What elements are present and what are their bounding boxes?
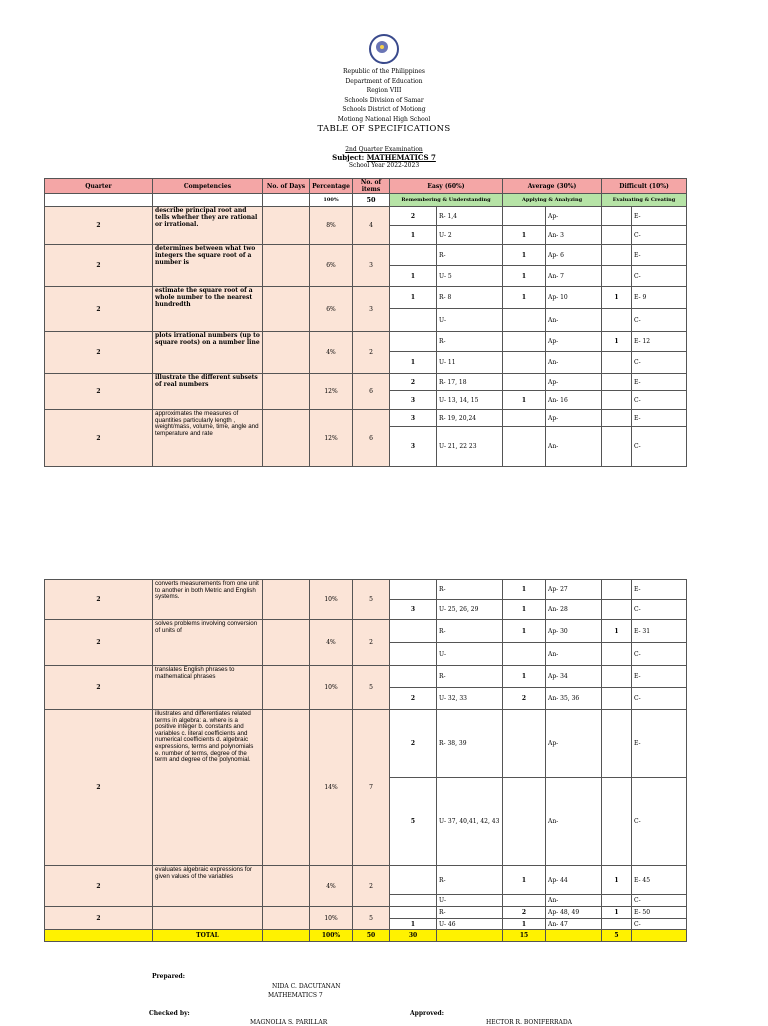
table-row	[45, 666, 687, 688]
competency-cell: illustrates and differentiates related terms in algebra: a. where is a positive integer b. constants and variables c. literal coefficients and numerical coefficients d. algebraic expressions, terms and polynomials e. number of terms, degree of the term and degree of the polynomial.	[153, 710, 263, 866]
tos-table-part-2	[44, 579, 687, 942]
document-header	[0, 34, 768, 170]
easy-count	[390, 580, 437, 600]
competency-cell: converts measurements from one unit to another in both Metric and English systems.	[153, 580, 263, 620]
table-row	[45, 245, 687, 266]
percentage-cell: 4%	[310, 866, 353, 907]
easy-items: U- 46	[437, 919, 503, 930]
items-cell: 6	[353, 410, 390, 467]
quarter-cell: 2	[45, 866, 153, 907]
col-average: Average (30%)	[503, 179, 602, 194]
competency-cell: describe principal root and tells whether they are rational or irrational.	[153, 207, 263, 245]
col-items: No. of items	[353, 179, 390, 194]
average-items: Ap-	[546, 710, 602, 778]
difficult-items: E-	[632, 207, 687, 226]
percentage-cell: 4%	[310, 620, 353, 666]
competency-cell: plots irrational numbers (up to square roots) on a number line	[153, 332, 263, 374]
competency-cell: solves problems involving conversion of units of	[153, 620, 263, 666]
average-count: 1	[503, 580, 546, 600]
items-cell: 2	[353, 620, 390, 666]
items-cell: 3	[353, 245, 390, 287]
average-items: An-	[546, 895, 602, 907]
average-items: An- 35, 36	[546, 688, 602, 710]
total-label: TOTAL	[153, 930, 263, 942]
average-items: An-	[546, 778, 602, 866]
col-days: No. of Days	[263, 179, 310, 194]
average-items: An- 47	[546, 919, 602, 930]
region-line: Region VIII	[366, 87, 402, 94]
average-items: Ap- 48, 49	[546, 907, 602, 919]
days-cell	[263, 666, 310, 710]
difficult-count	[602, 778, 632, 866]
easy-count	[390, 866, 437, 895]
difficult-count: 1	[602, 287, 632, 309]
difficult-items: E- 50	[632, 907, 687, 919]
difficult-count	[602, 666, 632, 688]
prepared-label: Prepared:	[152, 973, 185, 980]
table-row	[45, 374, 687, 391]
difficult-items: E- 9	[632, 287, 687, 309]
difficult-items: C-	[632, 352, 687, 374]
subheader-percentage: 100%	[310, 194, 353, 207]
quarter-cell: 2	[45, 245, 153, 287]
difficult-items: E- 45	[632, 866, 687, 895]
easy-items: R- 19, 20,24	[437, 410, 503, 427]
percentage-cell: 10%	[310, 907, 353, 930]
easy-items: R-	[437, 620, 503, 643]
table-row	[45, 410, 687, 427]
approved-label: Approved:	[410, 1010, 444, 1017]
percentage-cell: 6%	[310, 245, 353, 287]
easy-count: 2	[390, 374, 437, 391]
subheader-items: 50	[353, 194, 390, 207]
average-items: An- 7	[546, 266, 602, 287]
average-items: An- 16	[546, 391, 602, 410]
quarter-cell: 2	[45, 620, 153, 666]
difficult-count: 1	[602, 332, 632, 352]
percentage-cell: 4%	[310, 332, 353, 374]
average-count	[503, 410, 546, 427]
total-average: 15	[503, 930, 546, 942]
average-count: 1	[503, 266, 546, 287]
average-count: 1	[503, 866, 546, 895]
easy-count: 5	[390, 778, 437, 866]
col-competencies: Competencies	[153, 179, 263, 194]
days-cell	[263, 620, 310, 666]
easy-items: R-	[437, 866, 503, 895]
difficult-items: E- 31	[632, 620, 687, 643]
difficult-items: E- 12	[632, 332, 687, 352]
average-items: Ap-	[546, 374, 602, 391]
difficult-items: E-	[632, 245, 687, 266]
republic-line: Republic of the Philippines	[343, 68, 425, 75]
difficult-count: 1	[602, 866, 632, 895]
prepared-name: NIDA C. DACUTANAN	[272, 983, 341, 990]
easy-items: U- 2	[437, 226, 503, 245]
quarter-cell: 2	[45, 907, 153, 930]
easy-count	[390, 332, 437, 352]
average-count: 1	[503, 620, 546, 643]
average-items: Ap- 6	[546, 245, 602, 266]
easy-count	[390, 666, 437, 688]
subject-label: Subject:	[332, 152, 365, 162]
easy-count	[390, 309, 437, 332]
difficult-items: C-	[632, 643, 687, 666]
table-row	[45, 207, 687, 226]
items-cell: 7	[353, 710, 390, 866]
average-count: 1	[503, 600, 546, 620]
easy-count: 2	[390, 207, 437, 226]
easy-count: 2	[390, 710, 437, 778]
easy-items: U- 5	[437, 266, 503, 287]
average-count: 1	[503, 919, 546, 930]
table-row	[45, 907, 687, 919]
difficult-count	[602, 600, 632, 620]
percentage-cell: 6%	[310, 287, 353, 332]
difficult-count	[602, 895, 632, 907]
school-year: School Year 2022-2023	[348, 161, 420, 169]
items-cell: 2	[353, 866, 390, 907]
quarter-cell: 2	[45, 666, 153, 710]
easy-items: R-	[437, 907, 503, 919]
percentage-cell: 10%	[310, 666, 353, 710]
average-items: Ap- 10	[546, 287, 602, 309]
difficult-count	[602, 688, 632, 710]
average-items: An-	[546, 352, 602, 374]
easy-items: R-	[437, 245, 503, 266]
easy-count: 1	[390, 287, 437, 309]
days-cell	[263, 207, 310, 245]
easy-count	[390, 895, 437, 907]
approved-name: HECTOR R. BONIFERRADA	[486, 1019, 572, 1026]
difficult-items: C-	[632, 427, 687, 467]
average-items: Ap- 27	[546, 580, 602, 600]
total-difficult: 5	[602, 930, 632, 942]
days-cell	[263, 907, 310, 930]
table-row	[45, 287, 687, 309]
percentage-cell: 12%	[310, 374, 353, 410]
days-cell	[263, 245, 310, 287]
table-subheader-row	[45, 194, 687, 207]
difficult-count	[602, 266, 632, 287]
quarter-cell: 2	[45, 287, 153, 332]
total-items: 50	[353, 930, 390, 942]
easy-items: U- 37, 40,41, 42, 43	[437, 778, 503, 866]
table-row	[45, 866, 687, 895]
easy-items: U-	[437, 895, 503, 907]
difficult-count	[602, 643, 632, 666]
department-line: Department of Education	[345, 77, 423, 85]
average-items: Ap-	[546, 207, 602, 226]
difficult-count	[602, 391, 632, 410]
average-items: Ap-	[546, 410, 602, 427]
days-cell	[263, 287, 310, 332]
items-cell: 6	[353, 374, 390, 410]
days-cell	[263, 866, 310, 907]
easy-items: R- 17, 18	[437, 374, 503, 391]
items-cell: 4	[353, 207, 390, 245]
competency-cell: evaluates algebraic expressions for given values of the variables	[153, 866, 263, 907]
easy-items: R-	[437, 580, 503, 600]
easy-items: U-	[437, 643, 503, 666]
average-items: An- 3	[546, 226, 602, 245]
easy-count	[390, 643, 437, 666]
difficult-count	[602, 410, 632, 427]
easy-count: 3	[390, 427, 437, 467]
average-count	[503, 207, 546, 226]
subheader-difficult: Evaluating & Creating	[602, 194, 687, 207]
deped-seal-icon	[369, 34, 399, 64]
average-count: 1	[503, 391, 546, 410]
easy-count: 3	[390, 391, 437, 410]
easy-items: R- 8	[437, 287, 503, 309]
col-quarter: Quarter	[45, 179, 153, 194]
competency-cell: estimate the square root of a whole number to the nearest hundredth	[153, 287, 263, 332]
difficult-count	[602, 352, 632, 374]
average-items: An-	[546, 643, 602, 666]
district-line: Schools District of Motiong	[342, 106, 426, 113]
easy-items: U- 11	[437, 352, 503, 374]
document-title: TABLE OF SPECIFICATIONS	[317, 124, 451, 134]
percentage-cell: 8%	[310, 207, 353, 245]
subheader-average: Applying & Analyzing	[503, 194, 602, 207]
exam-line: 2nd Quarter Examination	[345, 145, 423, 153]
difficult-count	[602, 710, 632, 778]
easy-items: R-	[437, 332, 503, 352]
table-row	[45, 580, 687, 600]
easy-count	[390, 620, 437, 643]
difficult-items: E-	[632, 580, 687, 600]
easy-count: 1	[390, 226, 437, 245]
items-cell: 5	[353, 907, 390, 930]
easy-items: U- 32, 33	[437, 688, 503, 710]
easy-items: R- 38, 39	[437, 710, 503, 778]
difficult-count	[602, 309, 632, 332]
subheader-easy: Remembering & Understanding	[390, 194, 503, 207]
difficult-items: C-	[632, 266, 687, 287]
average-count	[503, 374, 546, 391]
items-cell: 2	[353, 332, 390, 374]
difficult-count	[602, 427, 632, 467]
difficult-count	[602, 919, 632, 930]
average-count: 2	[503, 688, 546, 710]
days-cell	[263, 374, 310, 410]
table-row	[45, 620, 687, 643]
easy-items: U- 21, 22 23	[437, 427, 503, 467]
average-count	[503, 778, 546, 866]
difficult-items: E-	[632, 710, 687, 778]
items-cell: 3	[353, 287, 390, 332]
average-items: Ap- 30	[546, 620, 602, 643]
average-count	[503, 332, 546, 352]
difficult-items: E-	[632, 410, 687, 427]
difficult-count	[602, 207, 632, 226]
quarter-cell: 2	[45, 374, 153, 410]
quarter-cell: 2	[45, 710, 153, 866]
easy-items: U-	[437, 309, 503, 332]
quarter-cell: 2	[45, 332, 153, 374]
average-count	[503, 710, 546, 778]
easy-count: 1	[390, 352, 437, 374]
easy-count	[390, 907, 437, 919]
average-count: 2	[503, 907, 546, 919]
col-percentage: Percentage	[310, 179, 353, 194]
difficult-items: C-	[632, 226, 687, 245]
prepared-role: MATHEMATICS 7	[268, 992, 323, 999]
easy-count: 3	[390, 600, 437, 620]
percentage-cell: 10%	[310, 580, 353, 620]
average-count	[503, 427, 546, 467]
items-cell: 5	[353, 580, 390, 620]
difficult-count	[602, 245, 632, 266]
checked-name: MAGNOLIA S. PARILLAR	[250, 1019, 328, 1026]
easy-count: 3	[390, 410, 437, 427]
difficult-items: E-	[632, 374, 687, 391]
easy-items: U- 25, 26, 29	[437, 600, 503, 620]
quarter-cell: 2	[45, 207, 153, 245]
quarter-cell: 2	[45, 410, 153, 467]
division-line: Schools Division of Samar	[344, 96, 424, 104]
days-cell	[263, 580, 310, 620]
table-header-row	[45, 179, 687, 194]
percentage-cell: 14%	[310, 710, 353, 866]
total-percentage: 100%	[310, 930, 353, 942]
average-items: Ap- 44	[546, 866, 602, 895]
tos-table-part-1	[44, 178, 687, 467]
table-row	[45, 710, 687, 778]
average-items: An-	[546, 427, 602, 467]
quarter-cell: 2	[45, 580, 153, 620]
easy-count: 1	[390, 266, 437, 287]
average-items: An- 28	[546, 600, 602, 620]
average-items: An-	[546, 309, 602, 332]
difficult-count: 1	[602, 907, 632, 919]
average-count	[503, 643, 546, 666]
average-items: Ap-	[546, 332, 602, 352]
competency-cell: approximates the measures of quantities particularly length , weight/mass, volume, time, angle and temperature and rate	[153, 410, 263, 467]
easy-items: R-	[437, 666, 503, 688]
subject-value: MATHEMATICS 7	[366, 152, 436, 162]
average-count: 1	[503, 287, 546, 309]
average-count: 1	[503, 666, 546, 688]
days-cell	[263, 410, 310, 467]
competency-cell: illustrate the different subsets of real numbers	[153, 374, 263, 410]
school-line: Motiong National High School	[337, 115, 431, 123]
difficult-items: C-	[632, 600, 687, 620]
competency-cell	[153, 907, 263, 930]
difficult-items: C-	[632, 688, 687, 710]
items-cell: 5	[353, 666, 390, 710]
average-items: Ap- 34	[546, 666, 602, 688]
total-easy: 30	[390, 930, 437, 942]
average-count: 1	[503, 226, 546, 245]
difficult-items: C-	[632, 778, 687, 866]
average-count	[503, 895, 546, 907]
average-count	[503, 352, 546, 374]
average-count	[503, 309, 546, 332]
col-easy: Easy (60%)	[390, 179, 503, 194]
easy-count	[390, 245, 437, 266]
difficult-count	[602, 374, 632, 391]
difficult-items: C-	[632, 309, 687, 332]
difficult-items: E-	[632, 666, 687, 688]
competency-cell: determines between what two integers the square root of a number is	[153, 245, 263, 287]
difficult-count	[602, 580, 632, 600]
difficult-count	[602, 226, 632, 245]
average-count: 1	[503, 245, 546, 266]
days-cell	[263, 710, 310, 866]
easy-count: 1	[390, 919, 437, 930]
difficult-items: C-	[632, 895, 687, 907]
checked-label: Checked by:	[149, 1010, 190, 1017]
easy-count: 2	[390, 688, 437, 710]
difficult-items: C-	[632, 919, 687, 930]
difficult-items: C-	[632, 391, 687, 410]
competency-cell: translates English phrases to mathematical phrases	[153, 666, 263, 710]
col-difficult: Difficult (10%)	[602, 179, 687, 194]
days-cell	[263, 332, 310, 374]
easy-items: R- 1,4	[437, 207, 503, 226]
table-row	[45, 332, 687, 352]
percentage-cell: 12%	[310, 410, 353, 467]
easy-items: U- 13, 14, 15	[437, 391, 503, 410]
difficult-count: 1	[602, 620, 632, 643]
total-row	[45, 930, 687, 942]
